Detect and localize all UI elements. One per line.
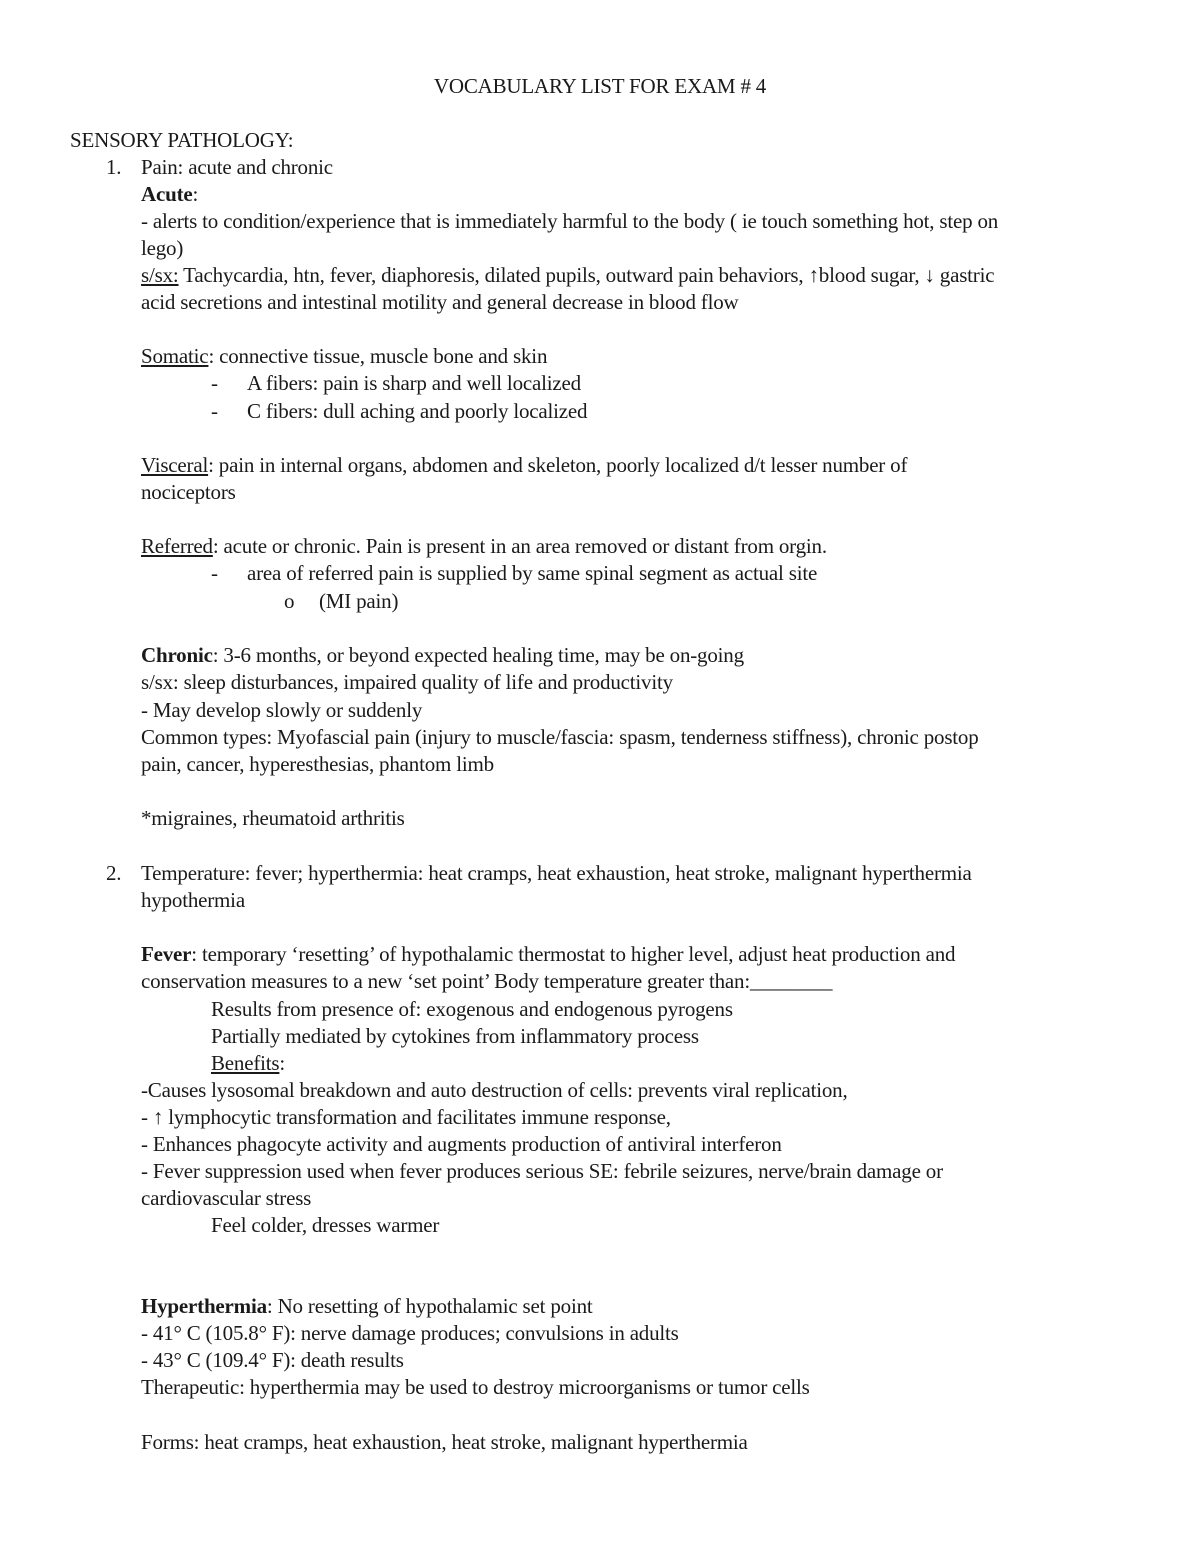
somatic-label: Somatic (141, 344, 209, 368)
fever-line-1 (141, 941, 955, 968)
hyperthermia-forms: Forms: heat cramps, heat exhaustion, heat stroke, malignant hyperthermia (141, 1430, 748, 1454)
item-number-1: 1. (106, 155, 122, 179)
sx-text: Tachycardia, htn, fever, diaphoresis, dilated pupils, outward pain behaviors, ↑blood sugar, ↓ gastric (178, 263, 995, 287)
somatic-line (141, 343, 547, 370)
benefit-4-line-2: cardiovascular stress (141, 1186, 312, 1210)
referred-sub: area of referred pain is supplied by same spinal segment as actual site (247, 561, 818, 585)
acute-sx-line-1 (141, 262, 994, 289)
hyperthermia-41: - 41° C (105.8° F): nerve damage produces; convulsions in adults (141, 1321, 679, 1345)
visceral-text: : pain in internal organs, abdomen and skeleton, poorly localized d/t lesser number of (208, 453, 908, 477)
section-heading: SENSORY PATHOLOGY: (70, 128, 294, 152)
chronic-sx: s/sx: sleep disturbances, impaired quality of life and productivity (141, 670, 673, 694)
acute-colon: : (192, 182, 199, 206)
sx-label: s/sx: (141, 263, 179, 287)
visceral-line-1 (141, 452, 907, 479)
chronic-types-line-1: Common types: Myofascial pain (injury to muscle/fascia: spasm, tenderness stiffness), chronic postop (141, 725, 979, 749)
fever-results: Results from presence of: exogenous and endogenous pyrogens (211, 997, 733, 1021)
item-number-2: 2. (106, 861, 122, 885)
referred-line (141, 533, 827, 560)
chronic-line (141, 642, 744, 669)
somatic-text: : connective tissue, muscle bone and skin (208, 344, 548, 368)
referred-subsub: (MI pain) (319, 589, 399, 613)
acute-desc-line-1: - alerts to condition/experience that is immediately harmful to the body ( ie touch something hot, step on (141, 209, 999, 233)
referred-text: : acute or chronic. Pain is present in an area removed or distant from orgin. (212, 534, 827, 558)
dash-bullet: - (211, 561, 218, 585)
document-title: VOCABULARY LIST FOR EXAM # 4 (433, 74, 767, 98)
temperature-heading-line-2: hypothermia (141, 888, 245, 912)
chronic-label: Chronic (141, 643, 213, 667)
temperature-heading-line-1: Temperature: fever; hyperthermia: heat cramps, heat exhaustion, heat stroke, malignant hyperthermia (141, 861, 972, 885)
benefit-4-line-1: - Fever suppression used when fever produces serious SE: febrile seizures, nerve/brain damage or (141, 1159, 943, 1183)
dash-bullet: - (211, 399, 218, 423)
chronic-text: : 3-6 months, or beyond expected healing time, may be on-going (212, 643, 744, 667)
fever-line-2: conservation measures to a new ‘set point’ Body temperature greater than:________ (141, 969, 833, 993)
fever-text: : temporary ‘resetting’ of hypothalamic thermostat to higher level, adjust heat production and (191, 942, 956, 966)
benefit-2: - ↑ lymphocytic transformation and facilitates immune response, (141, 1105, 671, 1129)
fever-mediated: Partially mediated by cytokines from inflammatory process (211, 1024, 699, 1048)
chronic-develop: - May develop slowly or suddenly (141, 698, 423, 722)
acute-label: Acute (141, 182, 193, 206)
chronic-types-line-2: pain, cancer, hyperesthesias, phantom limb (141, 752, 494, 776)
benefits-label: Benefits (211, 1051, 280, 1075)
visceral-line-2: nociceptors (141, 480, 236, 504)
therapeutic: Therapeutic: hyperthermia may be used to destroy microorganisms or tumor cells (141, 1375, 810, 1399)
fever-label: Fever (141, 942, 192, 966)
hyperthermia-43: - 43° C (109.4° F): death results (141, 1348, 404, 1372)
acute-desc-line-2: lego) (141, 236, 184, 260)
referred-label: Referred (141, 534, 213, 558)
somatic-a-fibers: A fibers: pain is sharp and well localized (247, 371, 581, 395)
hyperthermia-line (141, 1293, 593, 1320)
benefit-1: -Causes lysosomal breakdown and auto destruction of cells: prevents viral replication, (141, 1078, 848, 1102)
benefit-3: - Enhances phagocyte activity and augments production of antiviral interferon (141, 1132, 782, 1156)
visceral-label: Visceral (141, 453, 209, 477)
circle-bullet: o (284, 589, 295, 613)
dash-bullet: - (211, 371, 218, 395)
acute-sx-line-2: acid secretions and intestinal motility and general decrease in blood flow (141, 290, 739, 314)
somatic-c-fibers: C fibers: dull aching and poorly localized (247, 399, 588, 423)
feel-colder: Feel colder, dresses warmer (211, 1213, 440, 1237)
benefits-heading (211, 1050, 285, 1077)
hyperthermia-text: : No resetting of hypothalamic set point (266, 1294, 593, 1318)
benefits-colon: : (279, 1051, 286, 1075)
acute-heading (141, 181, 198, 208)
hyperthermia-label: Hyperthermia (141, 1294, 267, 1318)
chronic-note: *migraines, rheumatoid arthritis (141, 806, 405, 830)
pain-heading: Pain: acute and chronic (141, 155, 333, 179)
